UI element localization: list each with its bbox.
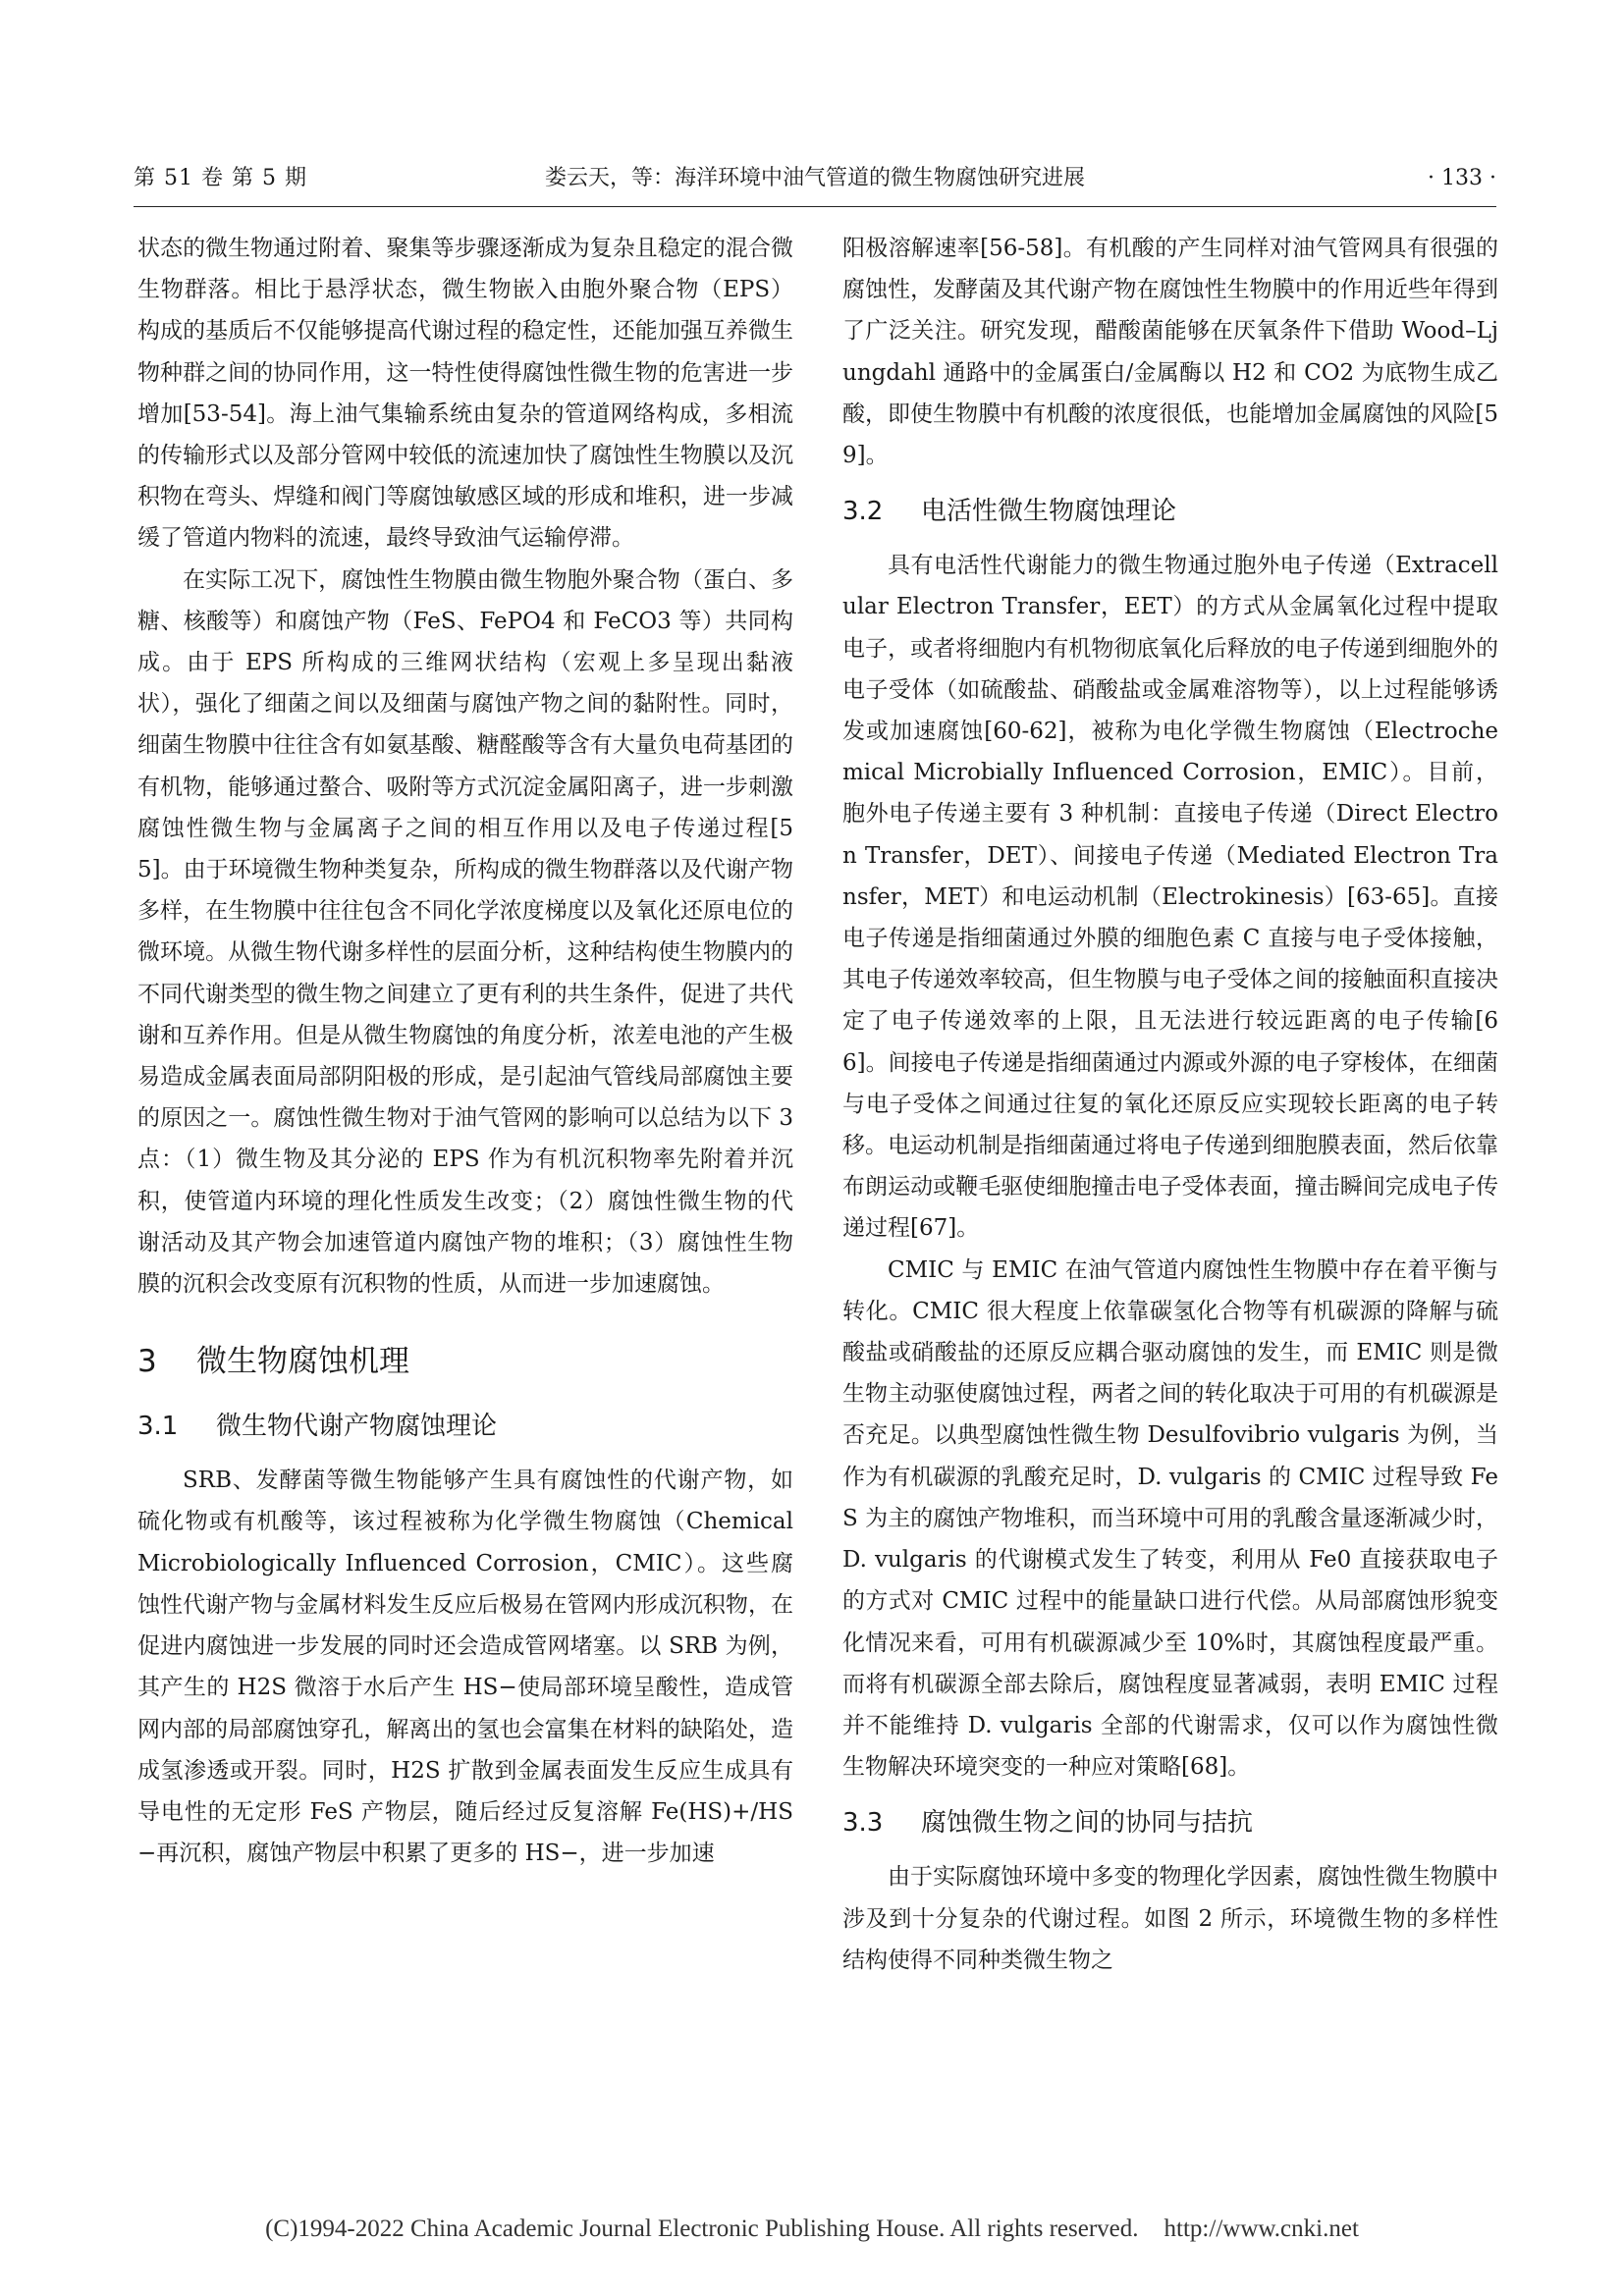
section-heading xyxy=(137,1342,793,1381)
running-header xyxy=(134,159,1496,198)
paragraph: 状态的微生物通过附着、聚集等步骤逐渐成为复杂且稳定的混合微生物群落。相比于悬浮状态，微生物嵌入由胞外聚合物（EPS）构成的基质后不仅能够提高代谢过程的稳定性，还能加强互养微生物种群之间的协同作用，这一特性使得腐蚀性微生物的危害进一步增加[53-54]。海上油气集输系统由复杂的管道网络构成，多相流的传输形式以及部分管网中较低的流速加快了腐蚀性生物膜以及沉积物在弯头、焊缝和阀门等腐蚀敏感区域的形成和堆积，进一步减缓了管道内物料的流速，最终导致油气运输停滞。 xyxy=(137,236,793,552)
subsection-heading xyxy=(137,1409,793,1444)
left-column xyxy=(137,228,793,1874)
subsection-title: 电活性微生物腐蚀理论 xyxy=(921,497,1177,527)
page-number: · 133 · xyxy=(1428,166,1496,190)
running-title: 娄云天，等：海洋环境中油气管道的微生物腐蚀研究进展 xyxy=(544,166,1085,190)
paragraph: CMIC 与 EMIC 在油气管道内腐蚀性生物膜中存在着平衡与转化。CMIC 很大程度上依靠碳氢化合物等有机碳源的降解与硫酸盐或硝酸盐的还原反应耦合驱动腐蚀的发生，而 EMIC 则是微生物主动驱使腐蚀过程，两者之间的转化取决于可用的有机碳源是否充足。以典型腐蚀性微生物 Desulfovibrio vulgaris 为例，当作为有机碳源的乳酸充足时，D. vulgaris 的 CMIC 过程导致 FeS 为主的腐蚀产物堆积，而当环境中可用的乳酸含量逐渐减少时，D. vulgaris 的代谢模式发生了转变，利用从 Fe0 直接获取电子的方式对 CMIC 过程中的能量缺口进行代偿。从局部腐蚀形貌变化情况来看，可用有机碳源减少至 10%时，其腐蚀程度最严重。而将有机碳源全部去除后，腐蚀程度显著减弱，表明 EMIC 过程并不能维持 D. vulgaris 全部的代谢需求，仅可以作为腐蚀性微生物解决环境突变的一种应对策略[68]。 xyxy=(842,1256,1498,1781)
subsection-heading xyxy=(842,494,1498,529)
paragraph: SRB、发酵菌等微生物能够产生具有腐蚀性的代谢产物，如硫化物或有机酸等，该过程被称为化学微生物腐蚀（Chemical Microbiologically Influenced Corrosion，CMIC）。这些腐蚀性代谢产物与金属材料发生反应后极易在管网内形成沉积物，在促进内腐蚀进一步发展的同时还会造成管网堵塞。以 SRB 为例，其产生的 H2S 微溶于水后产生 HS−使局部环境呈酸性，造成管网内部的局部腐蚀穿孔，解离出的氢也会富集在材料的缺陷处，造成氢渗透或开裂。同时，H2S 扩散到金属表面发生反应生成具有导电性的无定形 FeS 产物层，随后经过反复溶解 Fe(HS)+/HS−再沉积，腐蚀产物层中积累了更多的 HS−，进一步加速 xyxy=(137,1468,793,1867)
subsection-number: 3.1 xyxy=(137,1412,179,1442)
footer-url[interactable]: http://www.cnki.net xyxy=(1164,2216,1359,2242)
right-column xyxy=(842,228,1498,1981)
paragraph: 在实际工况下，腐蚀性生物膜由微生物胞外聚合物（蛋白、多糖、核酸等）和腐蚀产物（FeS、FePO4 和 FeCO3 等）共同构成。由于 EPS 所构成的三维网状结构（宏观上多呈现出黏液状），强化了细菌之间以及细菌与腐蚀产物之间的黏附性。同时，细菌生物膜中往往含有如氨基酸、糖醛酸等含有大量负电荷基团的有机物，能够通过螯合、吸附等方式沉淀金属阳离子，进一步刺激腐蚀性微生物与金属离子之间的相互作用以及电子传递过程[55]。由于环境微生物种类复杂，所构成的微生物群落以及代谢产物多样，在生物膜中往往包含不同化学浓度梯度以及氧化还原电位的微环境。从微生物代谢多样性的层面分析，这种结构使生物膜内的不同代谢类型的微生物之间建立了更有利的共生条件，促进了共代谢和互养作用。但是从微生物腐蚀的角度分析，浓差电池的产生极易造成金属表面局部阴阳极的形成，是引起油气管线局部腐蚀主要的原因之一。腐蚀性微生物对于油气管网的影响可以总结为以下 3 点：（1）微生物及其分泌的 EPS 作为有机沉积物率先附着并沉积，使管道内环境的理化性质发生改变；（2）腐蚀性微生物的代谢活动及其产物会加速管道内腐蚀产物的堆积；（3）腐蚀性生物膜的沉积会改变原有沉积物的性质，从而进一步加速腐蚀。 xyxy=(137,566,793,1298)
copyright-text: (C)1994-2022 China Academic Journal Electronic Publishing House. All rights reserved. xyxy=(265,2216,1139,2242)
subsection-number: 3.2 xyxy=(842,497,884,527)
section-title: 微生物腐蚀机理 xyxy=(196,1344,409,1380)
volume-issue: 第 51 卷 第 5 期 xyxy=(134,166,307,190)
section-number: 3 xyxy=(137,1344,157,1380)
subsection-title: 腐蚀微生物之间的协同与拮抗 xyxy=(921,1808,1254,1839)
paragraph: 由于实际腐蚀环境中多变的物理化学因素，腐蚀性微生物膜中涉及到十分复杂的代谢过程。如图 2 所示，环境微生物的多样性结构使得不同种类微生物之 xyxy=(842,1864,1498,1973)
subsection-number: 3.3 xyxy=(842,1808,884,1839)
header-rule xyxy=(134,206,1496,207)
paragraph: 阳极溶解速率[56-58]。有机酸的产生同样对油气管网具有很强的腐蚀性，发酵菌及其代谢产物在腐蚀性生物膜中的作用近些年得到了广泛关注。研究发现，醋酸菌能够在厌氧条件下借助 Wood–Ljungdahl 通路中的金属蛋白/金属酶以 H2 和 CO2 为底物生成乙酸，即使生物膜中有机酸的浓度很低，也能增加金属腐蚀的风险[59]。 xyxy=(842,236,1498,469)
subsection-title: 微生物代谢产物腐蚀理论 xyxy=(216,1412,498,1442)
subsection-heading xyxy=(842,1805,1498,1841)
paragraph: 具有电活性代谢能力的微生物通过胞外电子传递（Extracellular Electron Transfer，EET）的方式从金属氧化过程中提取电子，或者将细胞内有机物彻底氧化后释放的电子传递到细胞外的电子受体（如硫酸盐、硝酸盐或金属难溶物等），以上过程能够诱发或加速腐蚀[60-62]，被称为电化学微生物腐蚀（Electrochemical Microbially Influenced Corrosion，EMIC）。目前，胞外电子传递主要有 3 种机制：直接电子传递（Direct Electron Transfer，DET）、间接电子传递（Mediated Electron Transfer，MET）和电运动机制（Electrokinesis）[63-65]。直接电子传递是指细菌通过外膜的细胞色素 C 直接与电子受体接触，其电子传递效率较高，但生物膜与电子受体之间的接触面积直接决定了电子传递效率的上限，且无法进行较远距离的电子传输[66]。间接电子传递是指细菌通过内源或外源的电子穿梭体，在细菌与电子受体之间通过往复的氧化还原反应实现较长距离的电子转移。电运动机制是指细菌通过将电子传递到细胞膜表面，然后依靠布朗运动或鞭毛驱使细胞撞击电子受体表面，撞击瞬间完成电子传递过程[67]。 xyxy=(842,553,1498,1242)
copyright-footer xyxy=(0,2216,1624,2243)
